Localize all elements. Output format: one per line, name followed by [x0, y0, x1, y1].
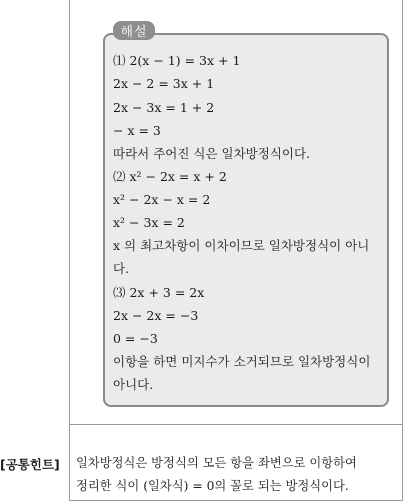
solution-tab: 해설 [113, 21, 155, 40]
hint-label: [공통힌트] [0, 457, 60, 472]
solution-line-2: 2x − 2 = 3x + 1 [113, 76, 215, 91]
solution-line-6: ⑵ x² − 2x = x + 2 [113, 169, 227, 184]
hint-line-1: 일차방정식은 방정식의 모든 항을 좌변으로 이항하여 [76, 456, 357, 470]
solution-line-4: − x = 3 [113, 123, 161, 138]
solution-line-8: x² − 3x = 2 [113, 215, 185, 230]
solution-line-9: x 의 최고차항이 이차이므로 일차방정식이 아니 [113, 238, 370, 253]
solution-line-11: ⑶ 2x + 3 = 2x [113, 285, 205, 300]
solution-line-15: 아니다. [113, 377, 154, 392]
hint-line-2: 정리한 식이 (일차식) = 0의 꼴로 되는 방정식이다. [76, 479, 349, 493]
solution-line-1: ⑴ 2(x − 1) = 3x + 1 [113, 53, 241, 68]
hint-divider [69, 424, 403, 425]
solution-line-7: x² − 2x − x = 2 [113, 192, 211, 207]
solution-line-3: 2x − 3x = 1 + 2 [113, 100, 215, 115]
solution-line-13: 0 = −3 [113, 331, 158, 346]
solution-line-5: 따라서 주어진 식은 일차방정식이다. [113, 146, 311, 161]
solution-line-12: 2x − 2x = −3 [113, 308, 199, 323]
solution-line-14: 이항을 하면 미지수가 소거되므로 일차방정식이 [113, 354, 371, 369]
solution-line-10: 다. [113, 261, 130, 276]
